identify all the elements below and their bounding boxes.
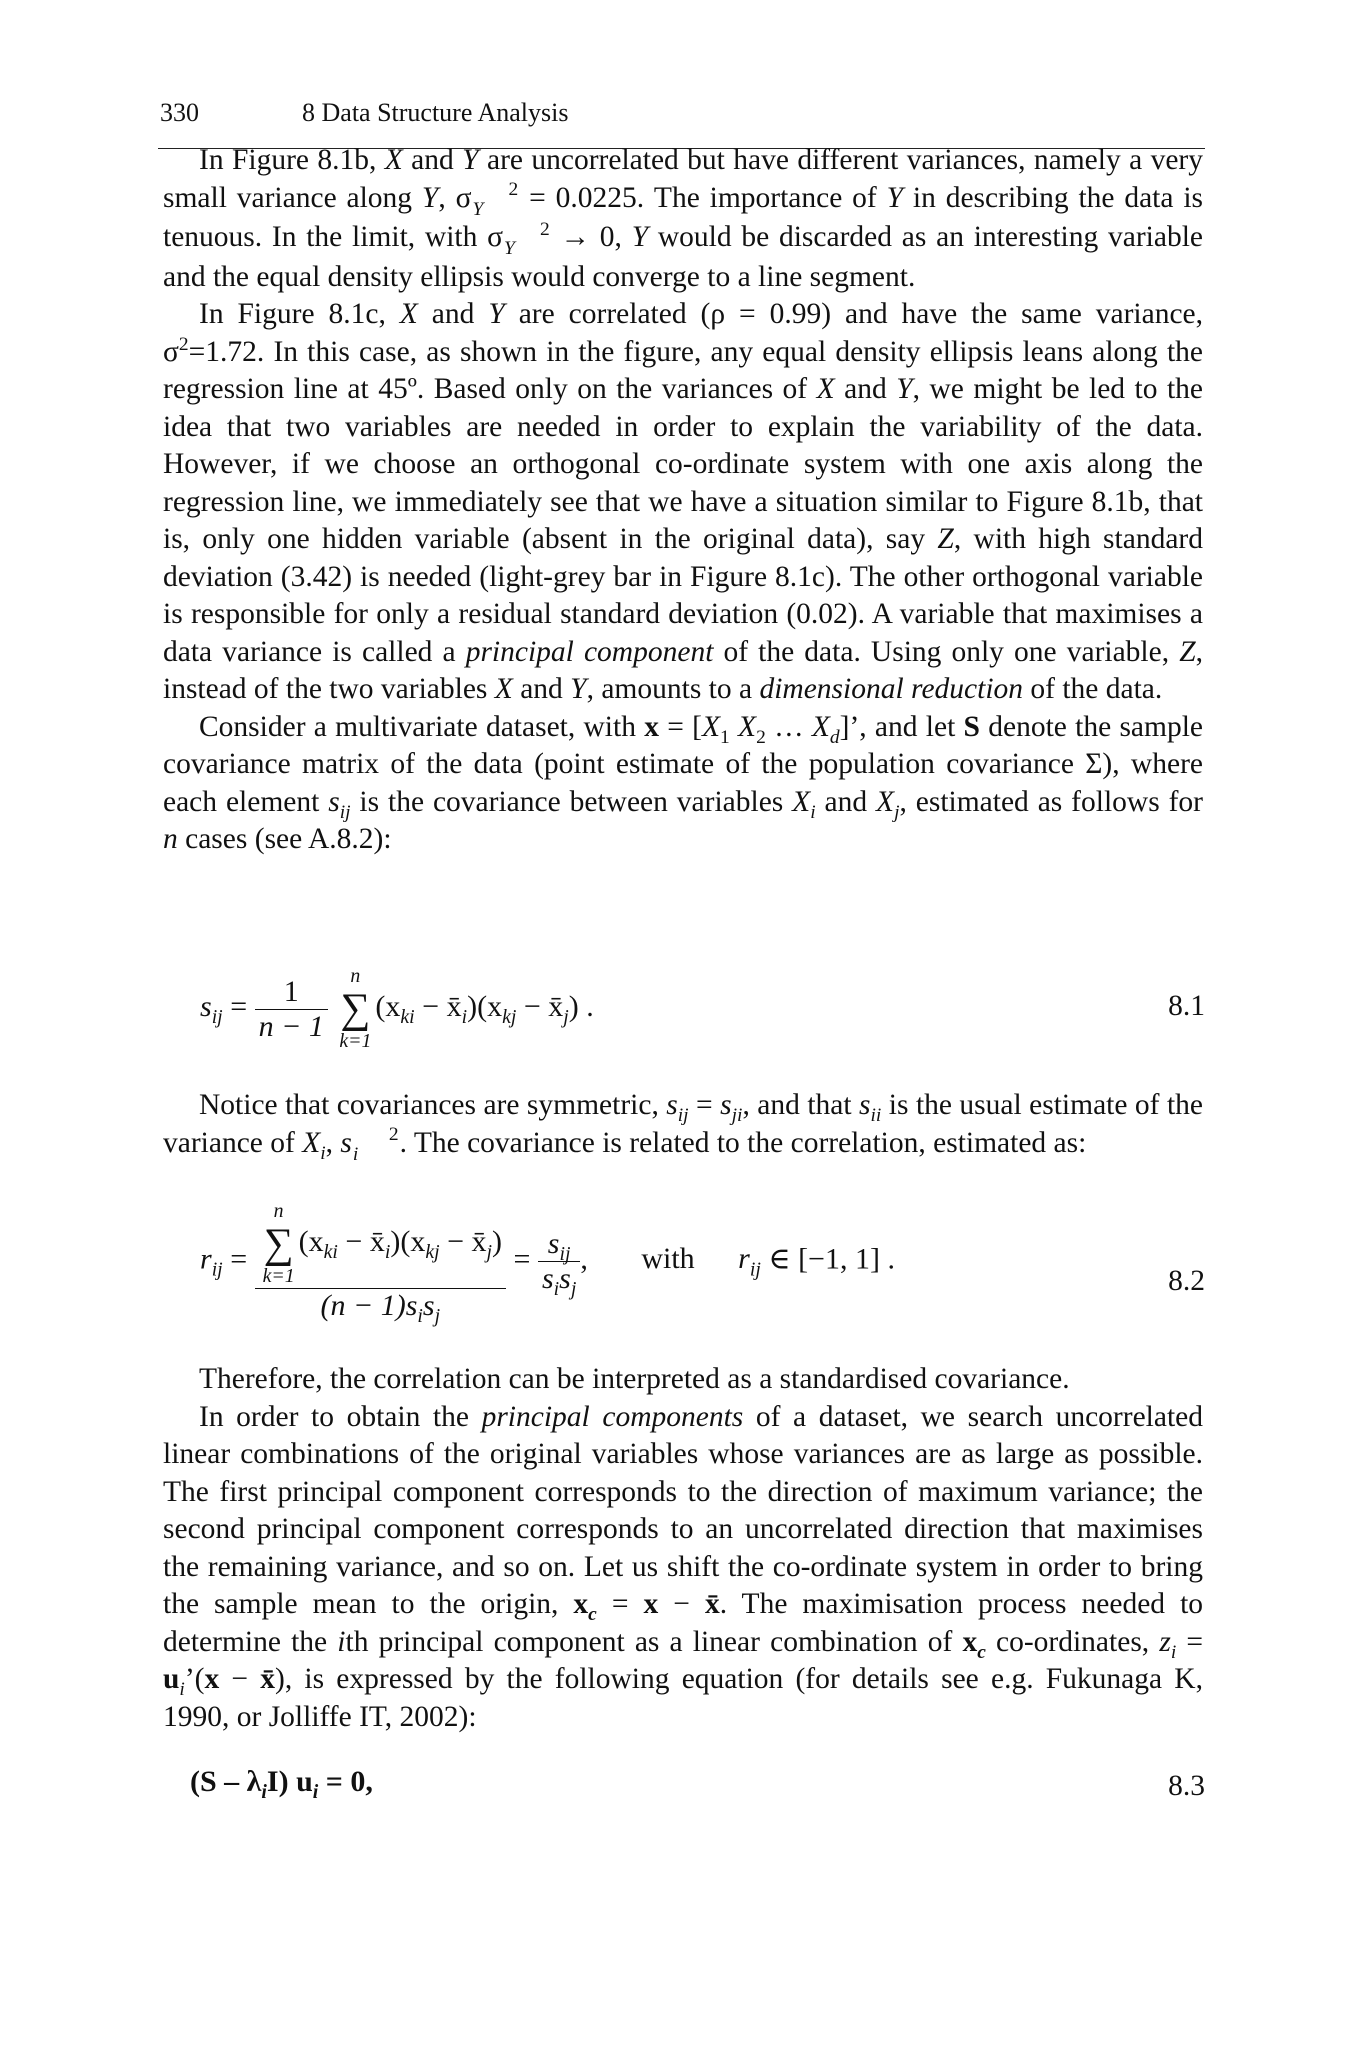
text-block-1 [163, 142, 1203, 859]
text-block-3 [163, 1361, 1203, 1736]
paragraph-fig-8-1c: In Figure 8.1c, X and Y are correlated (ρ = 0.99) and have the same variance, $\sigma^2=1.72$. In this case, as shown in the figure, any equal density ellipsis leans along the regression line at 45º. Based only on the variances of X and Y, we might be led to the idea that two variables are needed in order to explain the variability of the data. However, if we choose an orthogonal co-ordinate system with one axis along the regression line, we immediately see that we have a situation similar to Figure 8.1b, that is, only one hidden variable (absent in the original data), say Z, with high standard deviation (3.42) is needed (light-grey bar in Figure 8.1c). The other orthogonal variable is responsible for only a residual standard deviation (0.02). A variable that maximises a data variance is called a principal component of the data. Using only one variable, Z, instead of the two variables X and Y, amounts to a dimensional reduction of the data. [163, 298, 1204, 706]
page-number: 330 [160, 98, 199, 127]
chapter-title: 8 Data Structure Analysis [302, 98, 569, 127]
text-block-2 [163, 1087, 1203, 1164]
equation-8-2: $r_{ij}$ = n ∑ k=1 ($x_{ki}$ − $x̄_i)(x_{kj}$ − $x̄_j$) $(n - 1)s_is_j$ = $\frac{s_{ij}}{s_is_j}$ , with $r_{ij}$ ∈ [−1, 1] . [200, 1200, 895, 1327]
equation-number-8-2: 8.2 [1168, 1265, 1205, 1297]
paragraph-fig-8-1b: In Figure 8.1b, X and Y are uncorrelated but have different variances, namely a very small variance along Y, σ 2 Y = 0.0225. The importance of Y in describing the data is tenuous. In the limit, with σ 2 Y → 0, Y would be discarded as an interesting variable and the equal density ellipsis would converge to a line segment. [163, 144, 1204, 293]
equation-8-1: $s_{ij}$ = $\frac{1}{n - 1}$ n ∑ k=1 ($x_{ki}$ − $x̄_i)(x_{kj}$ − $x̄_j$) . [200, 965, 594, 1052]
paragraph-standardised-covariance: Therefore, the correlation can be interpreted as a standardised covariance. [199, 1363, 1070, 1395]
equation-number-8-1: 8.1 [1168, 990, 1205, 1022]
paragraph-principal-components: In order to obtain the principal components of a dataset, we search uncorrelated linear combinations of the original variables whose variances are as large as possible. The first principal component corresponds to the direction of maximum variance; the second principal component corresponds to an uncorrelated direction that maximises the remaining variance, and so on. Let us shift the co-ordinate system in order to bring the sample mean to the origin, $x_c = x$ − x̄. The maximisation process needed to determine the ith principal component as a linear combination of $x_c$ co-ordinates, $z_i$ = $u_i’(x$ − x̄), is expressed by the following equation (for details see e.g. Fukunaga K, 1990, or Jolliffe IT, 2002): [163, 1400, 1204, 1733]
paragraph-covariance-intro: Consider a multivariate dataset, with $x = [X_1$ $X_2$ … $X_d$]’, and let S denote the sample covariance matrix of the data (point estimate of the population covariance Σ), where each element $s_{ij}$ is the covariance between variables $X_i$ and $X_j$, estimated as follows for n cases (see A.8.2): [163, 710, 1204, 856]
equation-8-3: $(S - \lambda_iI)$ $u_i = 0$, [190, 1765, 373, 1803]
equation-number-8-3: 8.3 [1168, 1770, 1205, 1802]
paragraph-covariance-symmetry: Notice that covariances are symmetric, $s_{ij} = s_{ji}$, and that $s_{ii}$ is the usual estimate of the variance of $X_i$, s 2 i . The covariance is related to the correlation, estimated as: [163, 1089, 1203, 1165]
